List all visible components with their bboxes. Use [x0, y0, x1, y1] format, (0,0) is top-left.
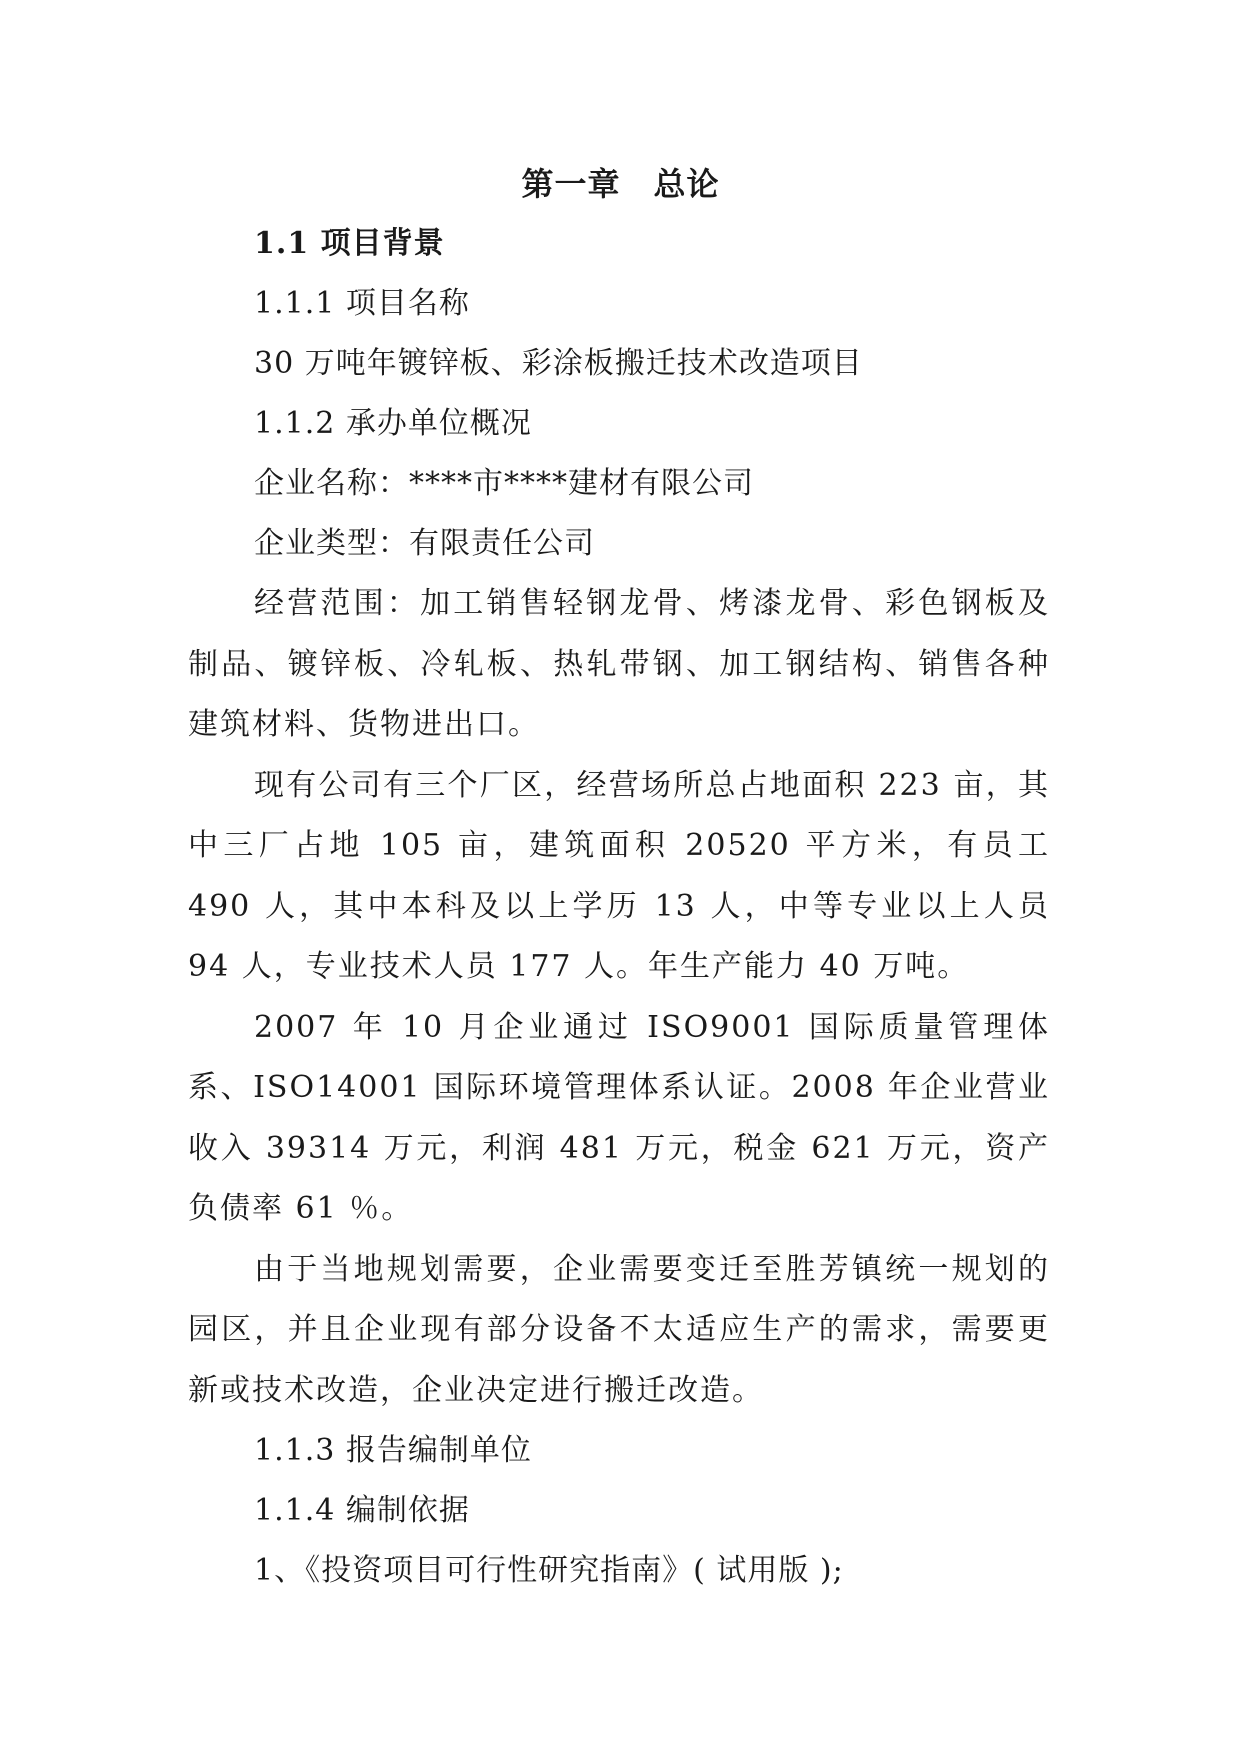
section-heading-1-1-4: 1.1.4 编制依据: [254, 1493, 470, 1528]
chapter-title: 第一章 总论: [521, 165, 720, 203]
basis-list-item-1: 1、《投资项目可行性研究指南》( 试用版 );: [254, 1553, 844, 1588]
company-type-text: 企业类型：有限责任公司: [254, 526, 595, 561]
section-heading-1-1-3: 1.1.3 报告编制单位: [254, 1433, 532, 1468]
section-heading-1-1: 1.1 项目背景: [254, 226, 445, 261]
project-name-text: 30 万吨年镀锌板、彩涂板搬迁技术改造项目: [254, 346, 863, 381]
business-scope-paragraph: 经营范围：加工销售轻钢龙骨、烤漆龙骨、彩色钢板及制品、镀锌板、冷轧板、热轧带钢、加工钢结构、销售各种建筑材料、货物进出口。: [188, 586, 1050, 742]
document-body: [188, 214, 1050, 1601]
company-name-text: 企业名称：****市****建材有限公司: [254, 466, 754, 501]
factories-paragraph: 现有公司有三个厂区，经营场所总占地面积 223 亩，其中三厂占地 105 亩，建筑面积 20520 平方米，有员工 490 人，其中本科及以上学历 13 人，中等专业以上人员 94 人，专业技术人员 177 人。年生产能力 40 万吨。: [188, 767, 1050, 984]
section-heading-1-1-1: 1.1.1 项目名称: [254, 286, 470, 321]
section-heading-1-1-2: 1.1.2 承办单位概况: [254, 406, 532, 441]
certification-paragraph: 2007 年 10 月企业通过 ISO9001 国际质量管理体系、ISO14001 国际环境管理体系认证。2008 年企业营业收入 39314 万元，利润 481 万元，税金 621 万元，资产负债率 61 ％。: [188, 1009, 1050, 1226]
relocation-paragraph: 由于当地规划需要，企业需要变迁至胜芳镇统一规划的园区，并且企业现有部分设备不太适应生产的需求，需要更新或技术改造，企业决定进行搬迁改造。: [188, 1251, 1050, 1408]
